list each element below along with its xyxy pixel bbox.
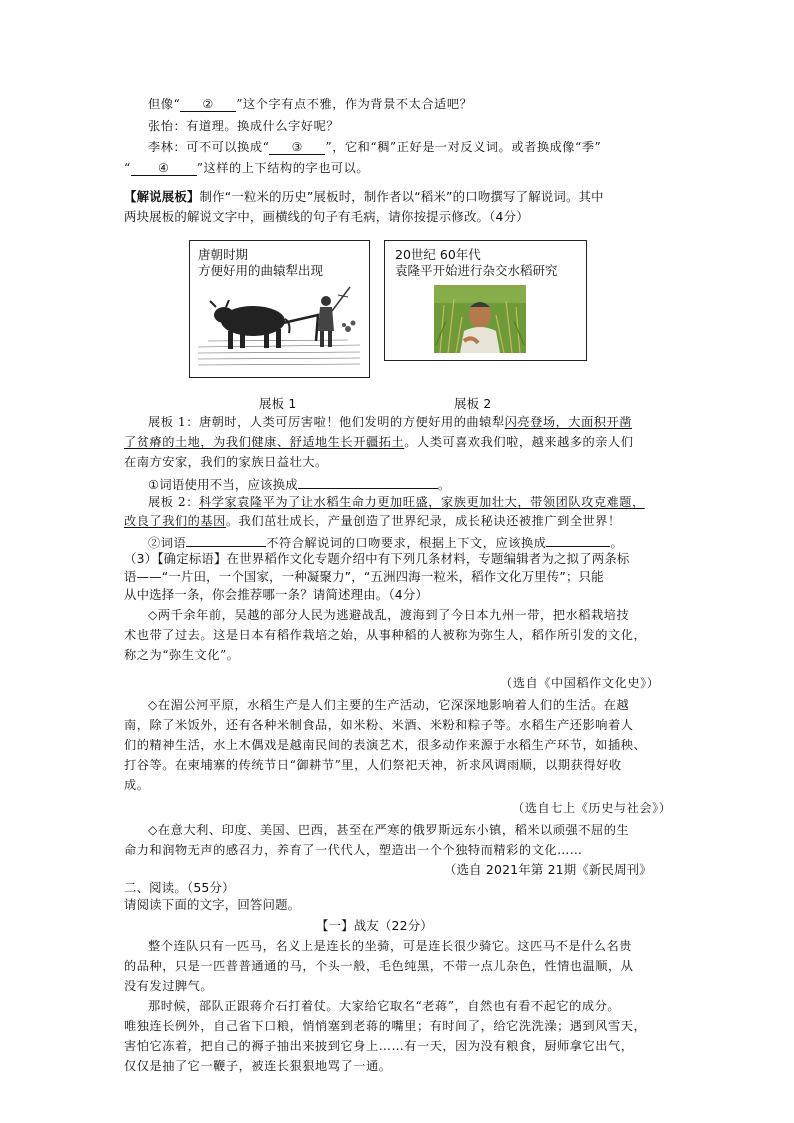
passage-title: 【一】战友（22分） bbox=[316, 918, 433, 933]
dialogue-line-3 bbox=[148, 139, 601, 155]
underlined-sentence: 闪亮登场，大面积开凿 bbox=[504, 415, 633, 429]
section-3-line-1: （3）【确定标语】在世界稻作文化专题介绍中有下列几条材料，专题编辑者为之拟了两条标 bbox=[124, 551, 630, 566]
body-text: 展板 1：唐朝时，人类可厉害啦！他们发明的方便好用的曲辕犁 bbox=[148, 415, 505, 429]
panel-1 bbox=[189, 240, 370, 378]
body-text: 。我们茁壮成长，产量创造了世界纪录，成长秘诀还被推广到全世界！ bbox=[225, 514, 621, 528]
panel-2-line-1: 20世纪 60年代 bbox=[395, 247, 481, 262]
underlined-sentence: 科学家袁隆平为了让水稻生命力更加旺盛，家族更加壮大，带领团队攻克难题， bbox=[198, 495, 645, 509]
answer-blank-4[interactable]: ④ bbox=[131, 161, 197, 176]
material-3-source: （选自 2021年第 21期《新民周刊》 bbox=[444, 862, 652, 877]
dialogue-text: 李林：可不可以换成“ bbox=[148, 140, 270, 154]
dialogue-text: “ bbox=[124, 161, 131, 175]
section-text: 制作“一粒米的历史”展板时，制作者以“稻米”的口吻撰写了解说词。其中 bbox=[199, 189, 604, 204]
material-2-line-5: 成。 bbox=[124, 778, 150, 792]
panel-1-line-1: 唐朝时期 bbox=[198, 247, 249, 262]
answer-blank-2[interactable]: ② bbox=[180, 97, 236, 112]
panel-1-text-line-1 bbox=[148, 414, 632, 430]
dialogue-line-2: 张怡：有道理。换成什么字好呢？ bbox=[148, 119, 340, 133]
question-text: 。 bbox=[610, 536, 624, 550]
material-2-source: （选自七上《历史与社会》） bbox=[512, 801, 672, 815]
question-text: 不符合解说词的口吻要求，根据上下文，应该换成 bbox=[266, 536, 547, 550]
passage-p1-line-3: 没有发过脾气。 bbox=[124, 979, 214, 993]
section-explain-line-1 bbox=[124, 189, 604, 205]
answer-blank-3[interactable]: ③ bbox=[269, 140, 325, 155]
answer-blank-q2a[interactable] bbox=[186, 532, 266, 547]
panel-1-line-2: 方便好用的曲辕犁出现 bbox=[198, 263, 324, 278]
section-explain-line-2: 两块展板的解说文字中，画横线的句子有毛病，请你按提示修改。（4分） bbox=[124, 209, 529, 224]
dialogue-line-1 bbox=[148, 96, 472, 112]
passage-p2-line-1: 那时候，部队正跟蒋介石打着仗。大家给它取名“老蒋”，自然也有看不起它的成分。 bbox=[148, 999, 621, 1013]
underlined-sentence: 改良了我们的基因 bbox=[124, 514, 226, 528]
body-text: 。人类可喜欢我们啦，越来越多的亲人们 bbox=[404, 435, 634, 449]
material-1-line-1: ◇两千余年前，吴越的部分人民为逃避战乱，渡海到了今日本九州一带，把水稻栽培技 bbox=[148, 608, 630, 622]
material-3-line-2: 命力和润物无声的感召力，养育了一代代人，塑造出一个个独特而精彩的文化…… bbox=[124, 843, 583, 857]
dialogue-text: 但像“ bbox=[148, 97, 181, 111]
material-1-source: （选自《中国稻作文化史》） bbox=[500, 676, 660, 690]
section-heading: 【解说展板】 bbox=[124, 189, 200, 204]
plowing-illustration bbox=[198, 283, 360, 371]
panel-2-text-line-2 bbox=[124, 513, 621, 529]
reading-instruction: 请阅读下面的文字，回答问题。 bbox=[124, 897, 301, 912]
panel-1-text-line-2 bbox=[124, 434, 634, 450]
reading-heading: 二、阅读。（55分） bbox=[124, 880, 235, 895]
material-2-line-3: 们的精神生活，水上木偶戏是越南民间的表演艺术，很多动作来源于水稻生产环节，如插秧、 bbox=[124, 738, 647, 752]
answer-blank-q2b[interactable] bbox=[546, 532, 610, 547]
material-1-line-3: 称之为“弥生文化”。 bbox=[124, 648, 240, 662]
passage-p2-line-3: 害怕它冻着，把自己的褥子抽出来披到它身上……有一天，因为没有粮食，厨师拿它出气， bbox=[124, 1039, 634, 1053]
question-text: ①词语使用不当，应该换成 bbox=[148, 477, 298, 492]
question-text: 。 bbox=[437, 477, 451, 492]
material-3-line-1: ◇在意大利、印度、美国、巴西，甚至在严寒的俄罗斯远东小镇，稻米以顽强不屈的生 bbox=[148, 823, 630, 837]
panel-1-text-line-3: 在南方安家，我们的家族日益壮大。 bbox=[124, 455, 328, 469]
panel-2-line-2: 袁隆平开始进行杂交水稻研究 bbox=[395, 263, 558, 278]
dialogue-text: ”，它和“稠”正好是一对反义词。或者换成像“季” bbox=[325, 140, 602, 154]
question-text: ②词语 bbox=[148, 536, 187, 550]
answer-blank-q1[interactable] bbox=[298, 474, 438, 489]
material-2-line-4: 打谷等。在柬埔寨的传统节日“御耕节”里，人们祭祀天神，祈求风调雨顺，以期获得好收 bbox=[124, 758, 622, 772]
dialogue-text: ”这样的上下结构的字也可以。 bbox=[196, 161, 370, 175]
material-1-line-2: 术也带了过去。这是日本有稻作栽培之始，从事种稻的人被称为弥生人，稻作所引发的文化， bbox=[124, 628, 647, 642]
material-2-line-1: ◇在湄公河平原，水稻生产是人们主要的生产活动，它深深地影响着人们的生活。在越 bbox=[148, 698, 630, 712]
panel-1-caption: 展板 1 bbox=[259, 396, 297, 411]
body-text: 展板 2： bbox=[148, 495, 199, 509]
dialogue-text: ”这个字有点不雅，作为背景不太合适吧？ bbox=[236, 97, 473, 111]
question-1 bbox=[148, 474, 450, 493]
underlined-sentence: 了贫瘠的土地，为我们健康、舒适地生长开疆拓土 bbox=[124, 435, 405, 449]
dialogue-line-4 bbox=[124, 160, 369, 176]
panel-2-text-line-1 bbox=[148, 494, 645, 510]
section-3-line-3: 从中选择一条，你会推荐哪一条？请简述理由。（4分） bbox=[124, 587, 429, 602]
rice-field-photo bbox=[434, 285, 526, 353]
passage-p2-line-4: 仅仅是抽了它一鞭子，被连长狠狠地骂了一通。 bbox=[124, 1059, 392, 1073]
passage-p1-line-2: 的品种，只是一匹普普通通的马，个头一般，毛色纯黑，不带一点儿杂色，性情也温顺，从 bbox=[124, 959, 634, 973]
passage-p1-line-1: 整个连队只有一匹马，名义上是连长的坐骑，可是连长很少骑它。这匹马不是什么名贵 bbox=[148, 939, 633, 953]
panel-2-caption: 展板 2 bbox=[454, 396, 492, 411]
material-2-line-2: 南，除了米饭外，还有各种米制食品，如米粉、米酒、米粉和粽子等。水稻生产还影响着人 bbox=[124, 718, 634, 732]
panel-2 bbox=[384, 240, 587, 361]
passage-p2-line-2: 唯独连长例外，自己省下口粮，悄悄塞到老蒋的嘴里；有时间了，给它洗洗澡；遇到风雪天， bbox=[124, 1019, 647, 1033]
question-2 bbox=[148, 532, 623, 551]
section-3-line-2: 语——“一片田，一个国家，一种凝聚力”，“五洲四海一粒米，稻作文化万里传”；只能 bbox=[124, 569, 604, 584]
